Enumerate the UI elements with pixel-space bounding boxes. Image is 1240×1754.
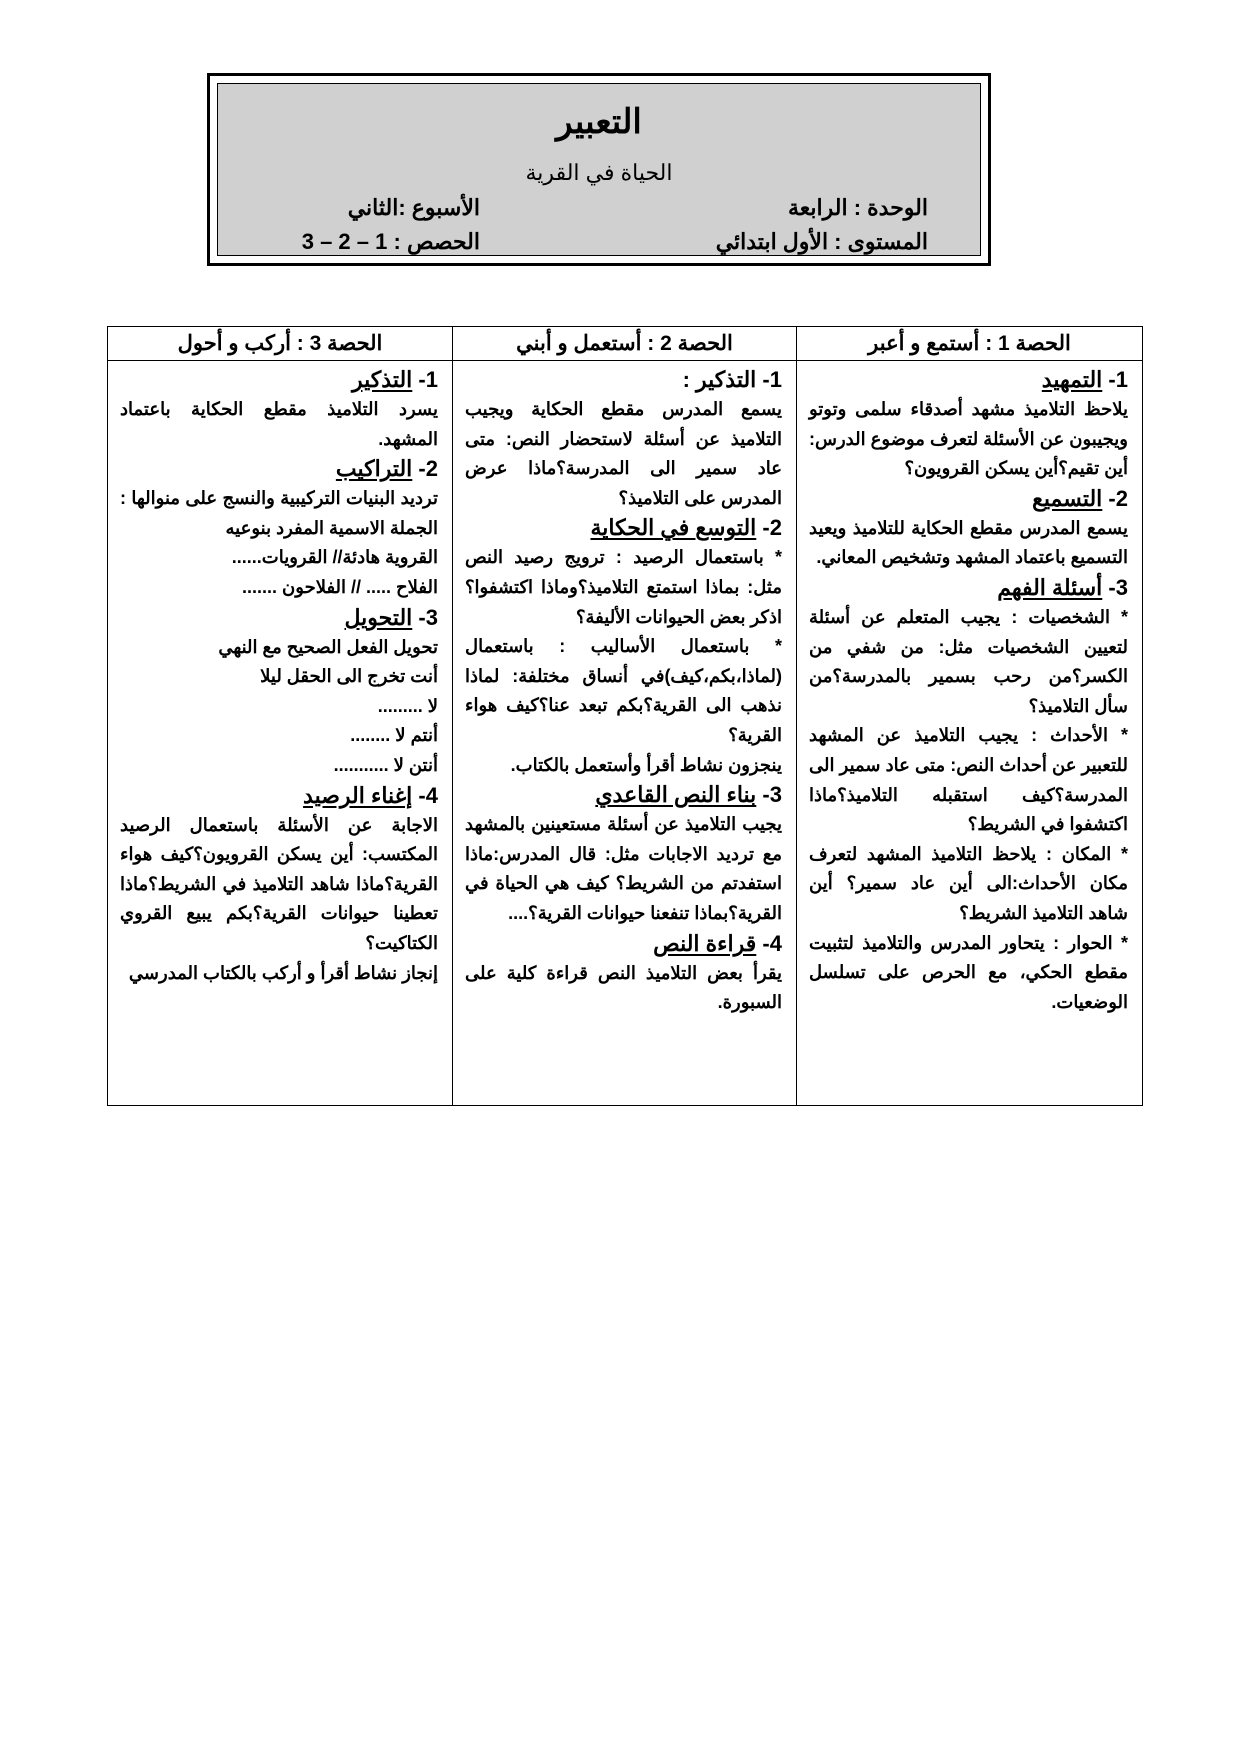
- section-text: ينجزون نشاط أقرأ وأستعمل بالكتاب.: [510, 754, 782, 775]
- level-label: المستوى : الأول ابتدائي: [715, 229, 928, 254]
- section-title: التذكير :: [682, 367, 757, 392]
- section-text: يسرد التلاميذ مقطع الحكاية باعتماد المشهد.: [120, 399, 438, 449]
- section-title: قراءة النص: [653, 930, 757, 956]
- lesson-subtitle: الحياة في القرية: [525, 160, 673, 185]
- section-number: 2-: [1108, 485, 1128, 511]
- session-2-column: [452, 327, 797, 1105]
- session-1-heading: الحصة 1 : أستمع و أعبر: [797, 327, 1142, 361]
- section-title: إغناء الرصيد: [303, 782, 413, 808]
- section-text: * باستعمال الرصيد : ترويج رصيد النص مثل: بماذا استمتع التلاميذ؟وماذا اكتشفوا؟اذكر بعض الحيوانات الأليفة؟: [465, 547, 782, 627]
- section-text: يجيب التلاميذ عن أسئلة مستعينين بالمشهد مع ترديد الاجابات مثل: قال المدرس:ماذا استفدتم من الشريط؟ كيف هي الحياة في القرية؟بماذا تنفعنا حيوانات القرية؟....: [465, 814, 782, 923]
- section-title: التوسع في الحكاية: [590, 515, 757, 541]
- section-heading: [465, 780, 782, 810]
- section-text: * الأحداث : يجيب التلاميذ عن المشهد للتعبير عن أحداث النص: متى عاد سمير الى المدرسة؟كيف استقبله التلاميذ؟ماذا اكتشفوا في الشريط؟: [809, 725, 1128, 835]
- session-1-body: [797, 361, 1142, 1017]
- session-3-heading: الحصة 3 : أركب و أحول: [108, 327, 452, 361]
- section-text: لا .........: [377, 695, 438, 716]
- section-heading: [809, 573, 1128, 603]
- section-number: 1-: [1108, 367, 1128, 392]
- unit-label: الوحدة : الرابعة: [787, 195, 928, 220]
- week-label: الأسبوع :الثاني: [347, 195, 480, 220]
- section-text: يسمع المدرس مقطع الحكاية ويجيب التلاميذ عن أسئلة لاستحضار النص: متى عاد سمير الى المدرسة؟ماذا عرض المدرس على التلاميذ؟: [465, 399, 782, 508]
- section-heading: [465, 929, 782, 959]
- section-text: يلاحظ التلاميذ مشهد أصدقاء سلمى وتوتو ويجيبون عن الأسئلة لتعرف موضوع الدرس: أين تقيم؟أين يسكن القرويون؟: [809, 399, 1128, 479]
- session-2-heading: الحصة 2 : أستعمل و أبني: [453, 327, 796, 361]
- section-number: 3-: [1108, 574, 1128, 600]
- section-text: * الحوار : يتحاور المدرس والتلاميذ لتثبيت مقطع الحكي، مع الحرص على تسلسل الوضعيات.: [809, 932, 1128, 1012]
- section-number: 3-: [762, 782, 782, 808]
- section-text: يسمع المدرس مقطع الحكاية للتلاميذ ويعيد التسميع باعتماد المشهد وتشخيص المعاني.: [809, 517, 1128, 568]
- section-title: أسئلة الفهم: [997, 574, 1103, 600]
- section-number: 2-: [762, 515, 782, 541]
- section-heading: [120, 365, 438, 395]
- header-box: [207, 73, 991, 266]
- section-text: الاجابة عن الأسئلة باستعمال الرصيد المكتسب: أين يسكن القرويون؟كيف هواء القرية؟ماذا شاهد التلاميذ في الشريط؟ماذا تعطينا حيوانات القرية؟بكم يبيع القروي الكتاكيت؟: [120, 814, 438, 953]
- section-number: 2-: [418, 456, 438, 482]
- section-number: 4-: [762, 930, 782, 956]
- lesson-table: [107, 326, 1143, 1106]
- session-3-column: [108, 327, 452, 1105]
- section-text: إنجاز نشاط أقرأ و أركب بالكتاب المدرسي: [128, 962, 438, 983]
- section-number: 1-: [418, 367, 438, 392]
- section-heading: [120, 603, 438, 633]
- section-title: التحويل: [344, 604, 413, 630]
- section-text: أنتن لا ...........: [333, 754, 438, 775]
- section-text: * الشخصيات : يجيب المتعلم عن أسئلة لتعيين الشخصيات مثل: من شفي من الكسر؟من رحب بسمير بالمدرسة؟من سأل التلاميذ؟: [809, 606, 1128, 716]
- session-1-column: [797, 327, 1142, 1105]
- section-number: 3-: [418, 604, 438, 630]
- section-title: التراكيب: [335, 456, 413, 482]
- section-heading: [120, 781, 438, 811]
- section-number: 4-: [418, 782, 438, 808]
- section-heading: [465, 513, 782, 543]
- section-heading: [465, 365, 782, 395]
- header-panel: [217, 83, 981, 256]
- section-text: * المكان : يلاحظ التلاميذ المشهد لتعرف مكان الأحداث:الى أين عاد سمير؟ أين شاهد التلاميذ الشريط؟: [809, 843, 1128, 923]
- section-text: أنتم لا ........: [350, 725, 438, 746]
- session-3-body: [108, 361, 452, 988]
- section-heading: [809, 365, 1128, 395]
- section-text: الفلاح ..... // الفلاحون .......: [242, 576, 438, 597]
- section-text: القروية هادئة// القرويات......: [231, 547, 438, 568]
- section-heading: [809, 484, 1128, 514]
- sessions-label: الحصص : 1 – 2 – 3: [301, 229, 480, 254]
- session-2-body: [453, 361, 796, 1018]
- section-number: 1-: [762, 367, 782, 392]
- section-title: التسميع: [1032, 485, 1103, 511]
- section-text: أنت تخرج الى الحقل ليلا: [260, 666, 438, 687]
- section-title: بناء النص القاعدي: [595, 782, 757, 808]
- section-text: تحويل الفعل الصحيح مع النهي: [218, 636, 438, 657]
- section-heading: [120, 454, 438, 484]
- section-title: التذكير: [352, 367, 413, 392]
- section-text: ترديد البنيات التركيبية والنسج على منوالها : الجملة الاسمية المفرد بنوعيه: [120, 488, 438, 538]
- section-title: التمهيد: [1041, 367, 1103, 392]
- section-text: * باستعمال الأساليب : باستعمال (لماذا،بكم،كيف)في أنساق مختلفة: لماذا نذهب الى القرية؟بكم تبعد عنا؟كيف هواء القرية؟: [465, 636, 782, 745]
- section-text: يقرأ بعض التلاميذ النص قراءة كلية على السبورة.: [465, 962, 782, 1013]
- page-title: التعبير: [556, 102, 642, 142]
